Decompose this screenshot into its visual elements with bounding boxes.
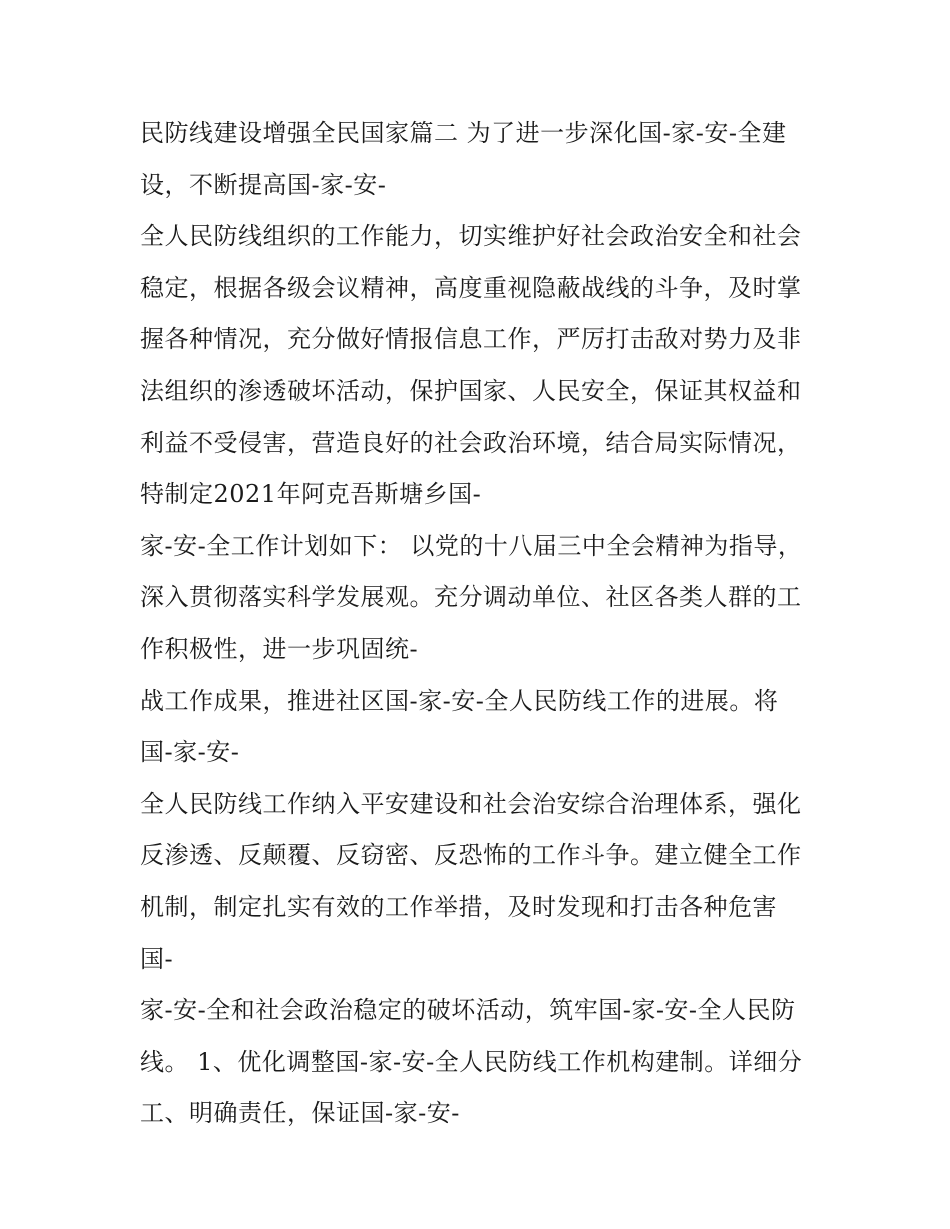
document-body [140, 108, 830, 1140]
text-line: 民防线建设增强全民国家篇二 为了进一步深化国-家-安-全建 [140, 119, 787, 147]
text-line: 利益不受侵害，营造良好的社会政治环境，结合局实际情况， [140, 428, 802, 457]
text-line: 设，不断提高国-家-安- [140, 170, 387, 199]
text-line: 反渗透、反颠覆、反窃密、反恐怖的工作斗争。建立健全工作 [140, 841, 802, 870]
text-line: 国-家-安- [140, 738, 240, 767]
text-line: 全人民防线组织的工作能力，切实维护好社会政治安全和社会 [140, 222, 802, 251]
text-line: 特制定2021年阿克吾斯塘乡国- [140, 480, 482, 509]
text-line: 法组织的渗透破坏活动，保护国家、人民安全，保证其权益和 [140, 376, 802, 405]
text-line: 稳定，根据各级会议精神，高度重视隐蔽战线的斗争，及时掌 [140, 273, 802, 302]
text-line: 全人民防线工作纳入平安建设和社会治安综合治理体系，强化 [140, 789, 802, 818]
text-line: 作积极性，进一步巩固统- [140, 634, 419, 663]
text-line: 握各种情况，充分做好情报信息工作，严厉打击敌对势力及非 [140, 325, 802, 354]
text-line: 线。 1、优化调整国-家-安-全人民防线工作机构建制。详细分 [140, 1047, 803, 1076]
text-line: 机制，制定扎实有效的工作举措，及时发现和打击各种危害 [140, 892, 777, 921]
text-line: 工、明确责任，保证国-家-安- [140, 1099, 460, 1128]
text-line: 家-安-全和社会政治稳定的破坏活动，筑牢国-家-安-全人民防 [140, 996, 796, 1025]
text-line: 家-安-全工作计划如下： 以党的十八届三中全会精神为指导， [140, 531, 803, 560]
text-line: 战工作成果，推进社区国-家-安-全人民防线工作的进展。将 [140, 686, 779, 715]
text-line: 深入贯彻落实科学发展观。充分调动单位、社区各类人群的工 [140, 583, 802, 612]
text-line: 国- [140, 944, 174, 973]
